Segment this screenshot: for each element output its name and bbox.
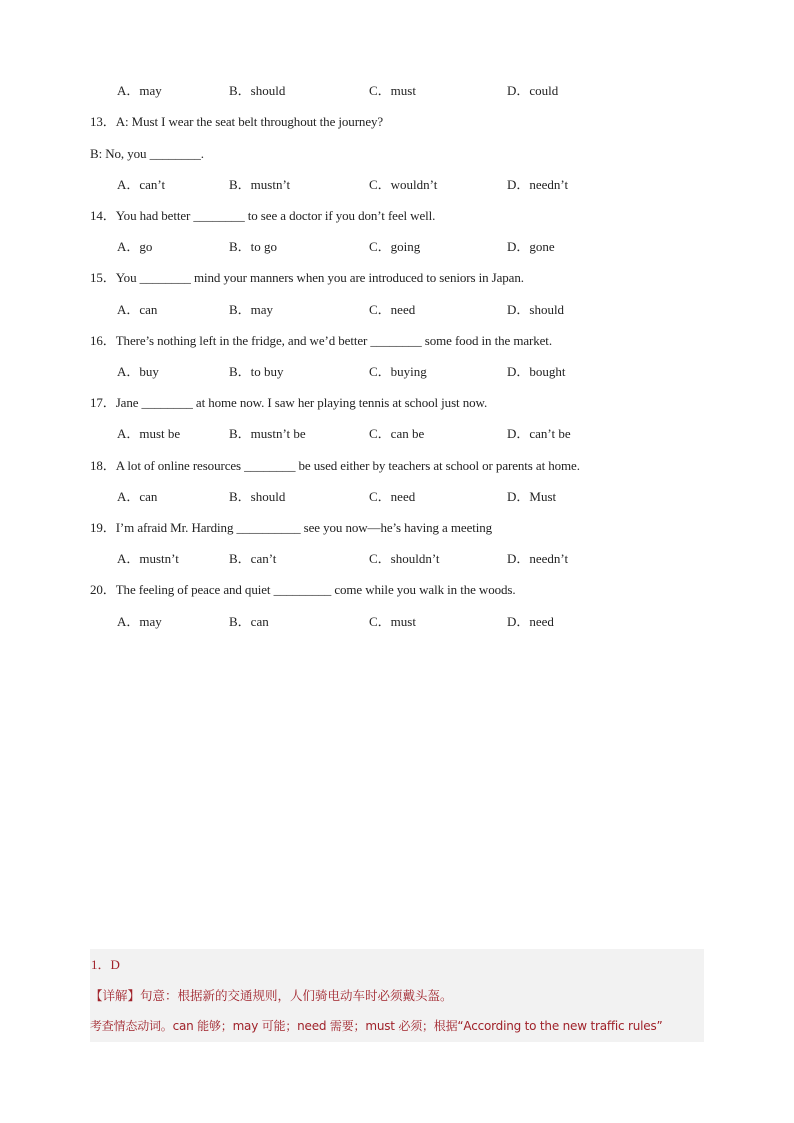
option-c: C．need — [369, 489, 416, 504]
option-b: B．mustn’t — [229, 177, 291, 192]
question-stem: 15．You ________ mind your manners when you are introduced to seniors in Japan. — [90, 270, 524, 285]
option-d: D．needn’t — [507, 551, 569, 566]
option-a: A．must be — [117, 426, 181, 441]
option-b: B．to buy — [229, 364, 284, 379]
option-d: D．gone — [507, 239, 555, 254]
option-a: A．go — [117, 239, 153, 254]
question-stem-continued: B: No, you ________. — [90, 146, 204, 161]
option-d: D．need — [507, 614, 554, 629]
option-d: D．Must — [507, 489, 557, 504]
question-stem: 20．The feeling of peace and quiet _________ come while you walk in the woods. — [90, 582, 516, 597]
question-stem: 13．A: Must I wear the seat belt throughout the journey? — [90, 114, 384, 129]
option-a: A．may — [117, 83, 162, 98]
option-d: D．can’t be — [507, 426, 571, 441]
answer-analysis: 考查情态动词。can 能够；may 可能；need 需要；must 必须；根据“According to the new traffic rules” — [90, 1019, 663, 1033]
answer-detail: 【详解】句意：根据新的交通规则，人们骑电动车时必须戴头盔。 — [90, 988, 453, 1003]
option-b: B．mustn’t be — [229, 426, 306, 441]
option-c: C．shouldn’t — [369, 551, 440, 566]
question-stem: 18．A lot of online resources ________ be used either by teachers at school or parents at home. — [90, 458, 580, 473]
question-stem: 14．You had better ________ to see a doctor if you don’t feel well. — [90, 208, 436, 223]
option-d: D．needn’t — [507, 177, 569, 192]
option-b: B．should — [229, 489, 286, 504]
option-c: C．going — [369, 239, 421, 254]
option-b: B．can — [229, 614, 269, 629]
answer-explanation-box — [90, 949, 704, 1042]
option-c: C．wouldn’t — [369, 177, 438, 192]
option-b: B．to go — [229, 239, 278, 254]
option-d: D．bought — [507, 364, 566, 379]
question-stem: 19．I’m afraid Mr. Harding __________ see you now—he’s having a meeting — [90, 520, 493, 535]
question-stem: 17．Jane ________ at home now. I saw her playing tennis at school just now. — [90, 395, 488, 410]
option-a: A．mustn’t — [117, 551, 179, 566]
option-b: B．should — [229, 83, 286, 98]
option-a: A．buy — [117, 364, 159, 379]
question-stem: 16．There’s nothing left in the fridge, and we’d better ________ some food in the market. — [90, 333, 552, 348]
option-a: A．can’t — [117, 177, 166, 192]
option-c: C．buying — [369, 364, 427, 379]
option-b: B．can’t — [229, 551, 277, 566]
option-c: C．can be — [369, 426, 425, 441]
option-d: D．could — [507, 83, 559, 98]
option-a: A．may — [117, 614, 162, 629]
option-a: A．can — [117, 302, 158, 317]
option-b: B．may — [229, 302, 274, 317]
option-d: D．should — [507, 302, 565, 317]
answer-number: 1．D — [91, 957, 120, 972]
option-c: C．must — [369, 614, 416, 629]
option-c: C．must — [369, 83, 416, 98]
option-c: C．need — [369, 302, 416, 317]
option-a: A．can — [117, 489, 158, 504]
